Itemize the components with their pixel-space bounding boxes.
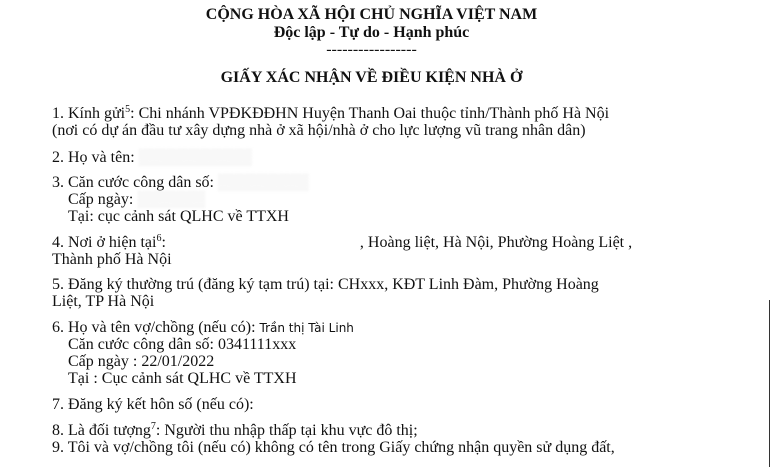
item-4-residence: 4. Nơi ở hiện tại$^6$: , Hoàng liệt, Hà Nội, Phường Hoàng Liệt , (52, 233, 633, 251)
document-title: GIẤY XÁC NHẬN VỀ ĐIỀU KIỆN NHÀ Ở (220, 69, 523, 86)
item-4-line2: Thành phố Hà Nội (52, 251, 172, 268)
footnote-5: 5 (125, 104, 131, 115)
page-edge (769, 300, 770, 467)
redacted-name: ▒▒▒▒▒▒▒▒▒▒ (138, 149, 253, 166)
redacted-date: ▒▒▒▒▒▒ (137, 191, 206, 208)
item-8-value: : Người thu nhập thấp tại khu vực đô thị; (155, 422, 418, 439)
item-3-issued-at: Tại: cục cảnh sát QLHC về TTXH (68, 208, 289, 225)
issue-date-label: Cấp ngày: (68, 191, 138, 208)
spouse-issue-date: Cấp ngày : 22/01/2022 (68, 353, 215, 370)
item-5-line2: Liệt, TP Hà Nội (52, 293, 155, 310)
item-4-value: , Hoàng liệt, Hà Nội, Phường Hoàng Liệt , (359, 234, 633, 251)
item-6-label: 6. Họ và tên vợ/chồng (nếu có): (52, 319, 260, 336)
item-3-issue-date (68, 191, 205, 209)
footnote-7: 7 (150, 421, 156, 432)
item-1-label: 1. Kính gửi (52, 105, 126, 122)
item-6-spouse (52, 319, 354, 337)
redacted-id: ▒▒▒▒▒▒▒▒ (217, 174, 309, 191)
item-2-name (52, 149, 252, 167)
item-8-category (52, 422, 418, 440)
item-1-value: : Chi nhánh VPĐKĐĐHN Huyện Thanh Oai thuộc tỉnh/Thành phố Hà Nội (130, 105, 610, 122)
item-2-label: 2. Họ và tên: (52, 149, 139, 166)
item-5-registration: 5. Đăng ký thường trú (đăng ký tạm trú) tại: CHxxx, KĐT Linh Đàm, Phường Hoàng (52, 276, 599, 293)
footnote-6: 6 (156, 233, 162, 244)
item-3-id (52, 174, 309, 192)
item-9-statement: 9. Tôi và vợ/chồng tôi (nếu có) không có tên trong Giấy chứng nhận quyền sử dụng đất, (52, 439, 615, 456)
item-4-label: 4. Nơi ở hiện tại (52, 234, 157, 251)
item-8-label: 8. Là đối tượng (52, 422, 151, 439)
divider: ----------------- (326, 41, 417, 58)
motto: Độc lập - Tự do - Hạnh phúc (273, 24, 470, 41)
spouse-issued-at: Tại : Cục cảnh sát QLHC về TTXH (68, 370, 297, 387)
item-7-marriage: 7. Đăng ký kết hôn số (nếu có): (52, 396, 254, 413)
item-1 (52, 105, 609, 123)
spouse-id: Căn cước công dân số: 0341111xxx (68, 336, 297, 353)
item-3-label: 3. Căn cước công dân số: (52, 174, 218, 191)
country-heading: CỘNG HÒA XÃ HỘI CHỦ NGHĨA VIỆT NAM (205, 6, 538, 23)
item-1-note: (nơi có dự án đầu tư xây dựng nhà ở xã hội/nhà ở cho lực lượng vũ trang nhân dân) (52, 122, 586, 139)
spouse-name: Trần thị Tài Linh (259, 321, 354, 335)
